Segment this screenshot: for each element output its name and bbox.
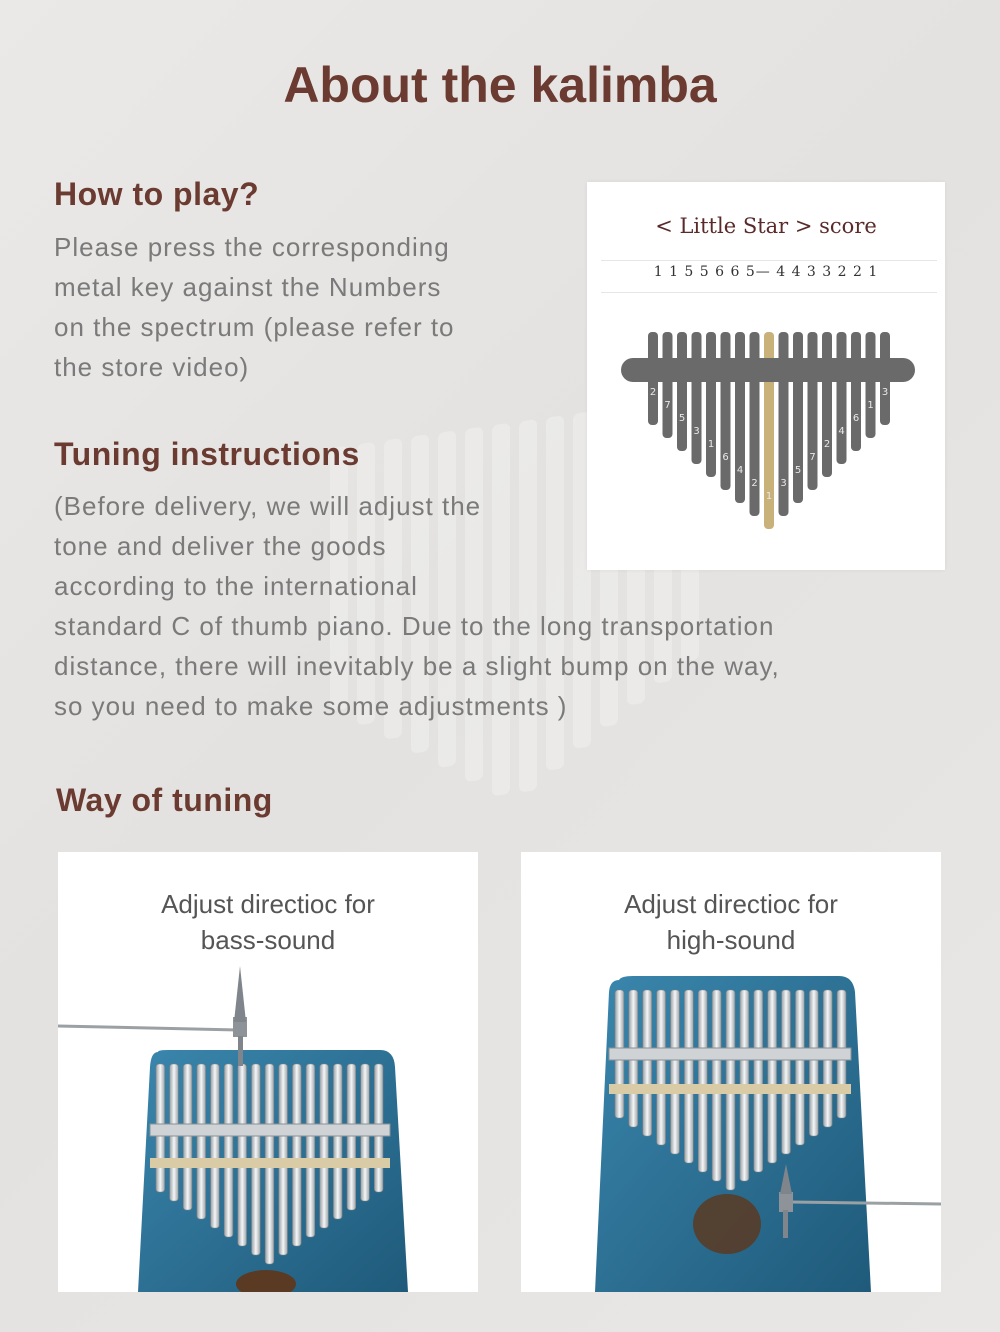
tine-number: 5 (678, 413, 686, 424)
way-of-tuning-heading: Way of tuning (56, 782, 273, 818)
hammer-handle (58, 1026, 238, 1030)
tine-number: 2 (649, 387, 657, 398)
kalimba-tine (866, 332, 876, 438)
metal-key (224, 1064, 233, 1237)
caption-line: Adjust directioc for (161, 889, 375, 919)
kalimba-tine (692, 332, 702, 464)
metal-key (698, 990, 707, 1172)
kalimba-tine (822, 332, 832, 477)
caption-line: bass-sound (200, 925, 336, 955)
how-to-play-text: Please press the corresponding metal key against the Numbers on the spectrum (please refer to the store video) (54, 232, 455, 382)
tine-number: 7 (809, 452, 816, 463)
metal-key (809, 990, 818, 1136)
tine-number: 7 (664, 400, 671, 411)
metal-key (211, 1064, 220, 1228)
metal-key (320, 1064, 329, 1228)
how-to-play-heading: How to play? (54, 176, 260, 212)
kalimba-saddle (609, 1084, 851, 1094)
metal-key (347, 1064, 356, 1210)
kalimba-saddle (150, 1158, 390, 1168)
tine-number: 2 (823, 439, 831, 450)
hammer-tip (783, 1210, 788, 1238)
kalimba-tine (837, 332, 847, 464)
metal-key (292, 1064, 301, 1246)
tine-number: 2 (751, 478, 758, 489)
tine-number: 3 (693, 426, 700, 437)
kalimba-tine (663, 332, 673, 438)
metal-key (684, 990, 693, 1163)
score-title: < Little Star > score (655, 214, 877, 238)
metal-key (768, 990, 777, 1163)
metal-key (238, 1064, 247, 1246)
high-tuning-card (521, 852, 941, 1292)
kalimba-tine (808, 332, 818, 490)
tuning-instructions-heading: Tuning instructions (54, 436, 360, 472)
bass-kalimba-illustration (58, 852, 478, 1292)
hammer-head (779, 1192, 793, 1212)
hammer-handle (791, 1202, 941, 1204)
metal-key (671, 990, 680, 1154)
caption-line: Adjust directioc for (624, 889, 838, 919)
kalimba-bridge (609, 1048, 851, 1060)
tine-number: 3 (780, 478, 787, 489)
kalimba-tine (851, 332, 861, 451)
tuning-instructions-text: (Before delivery, we will adjust the tone and deliver the goods according to the international standard C of thumb piano. Due to the long transportation distance, there will inevitably be a slight bump on the way, so you need to make some adjustments ) (54, 491, 780, 721)
hammer-tip (234, 966, 246, 1022)
sound-hole (693, 1194, 761, 1254)
metal-key (754, 990, 763, 1172)
tine-number: 6 (722, 452, 729, 463)
kalimba-bridge (150, 1124, 390, 1136)
score-numbers: 1 1 5 5 6 6 5— 4 4 3 3 2 2 1 (653, 264, 879, 280)
metal-key (657, 990, 666, 1145)
metal-key (183, 1064, 192, 1210)
kalimba-tine (706, 332, 716, 477)
metal-key (306, 1064, 315, 1237)
kalimba-bridge-bar (621, 358, 915, 382)
caption-line: high-sound (666, 925, 796, 955)
page-title: About the kalimba (283, 57, 717, 113)
kalimba-tine (721, 332, 731, 490)
bass-tuning-card (58, 852, 478, 1292)
metal-key (795, 990, 804, 1145)
tine-number: 6 (852, 413, 860, 424)
metal-key (782, 990, 791, 1154)
kalimba-tine (735, 332, 745, 503)
tine-number: 1 (707, 439, 715, 450)
hammer-tip (238, 1036, 243, 1066)
tine-number: 1 (765, 491, 773, 502)
kalimba-tine (677, 332, 687, 451)
metal-key (333, 1064, 342, 1219)
tine-number: 1 (867, 400, 874, 411)
kalimba-tine (793, 332, 803, 503)
tine-number: 3 (881, 387, 889, 398)
metal-key (643, 990, 652, 1136)
tine-number: 4 (838, 426, 845, 437)
tine-number: 4 (736, 465, 744, 476)
metal-key (197, 1064, 206, 1219)
tine-number: 5 (794, 465, 802, 476)
high-kalimba-illustration (521, 852, 941, 1292)
